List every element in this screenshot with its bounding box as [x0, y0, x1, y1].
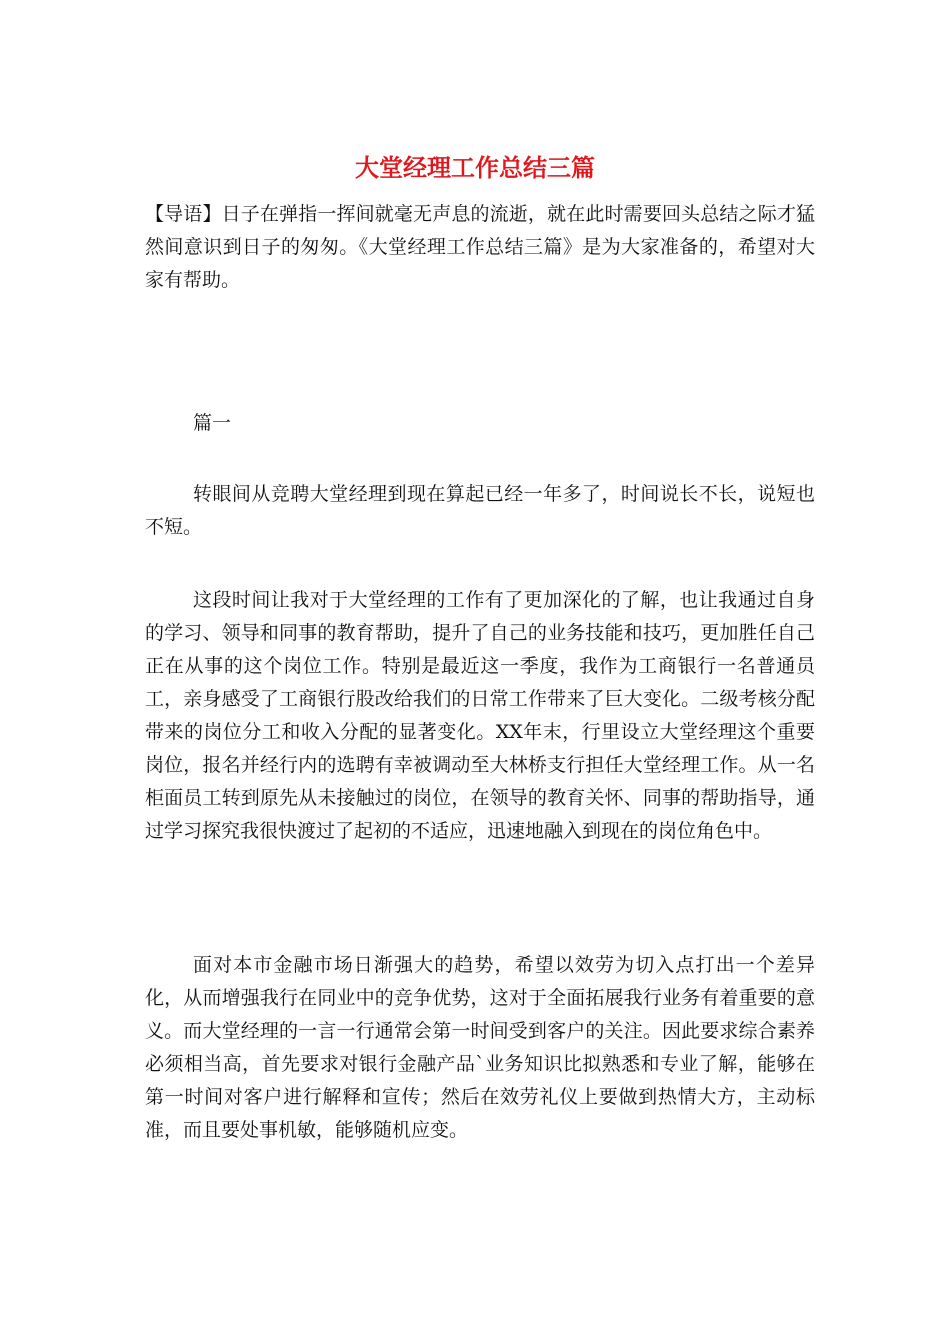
intro-paragraph: 【导语】日子在弹指一挥间就毫无声息的流逝，就在此时需要回头总结之际才猛然间意识到日子的匆匆。《大堂经理工作总结三篇》是为大家准备的，希望对大家有帮助。 [145, 203, 815, 291]
body-paragraph-2: 这段时间让我对于大堂经理的工作有了更加深化的了解，也让我通过自身的学习、领导和同事的教育帮助，提升了自己的业务技能和技巧，更加胜任自己正在从事的这个岗位工作。特别是最近这一季度，我作为工商银行一名普通员工，亲身感受了工商银行股改给我们的日常工作带来了巨大变化。二级考核分配带来的岗位分工和收入分配的显著变化。XX年末，行里设立大堂经理这个重要岗位，报名并经行内的选聘有幸被调动至大林桥支行担任大堂经理工作。从一名柜面员工转到原先从未接触过的岗位，在领导的教育关怀、同事的帮助指导，通过学习探究我很快渡过了起初的不适应，迅速地融入到现在的岗位角色中。 [145, 589, 815, 842]
document-title: 大堂经理工作总结三篇 [355, 154, 595, 182]
body-paragraph-3: 面对本市金融市场日渐强大的趋势，希望以效劳为切入点打出一个差异化，从而增强我行在同业中的竞争优势，这对于全面拓展我行业务有着重要的意义。而大堂经理的一言一行通常会第一时间受到客户的关注。因此要求综合素养必须相当高，首先要求对银行金融产品`业务知识比拟熟悉和专业了解，能够在第一时间对客户进行解释和宣传；然后在效劳礼仪上要做到热情大方，主动标准，而且要处事机敏，能够随机应变。 [145, 954, 815, 1141]
section-label: 篇一 [193, 412, 232, 434]
body-paragraph-1: 转眼间从竞聘大堂经理到现在算起已经一年多了，时间说长不长，说短也不短。 [145, 483, 815, 538]
